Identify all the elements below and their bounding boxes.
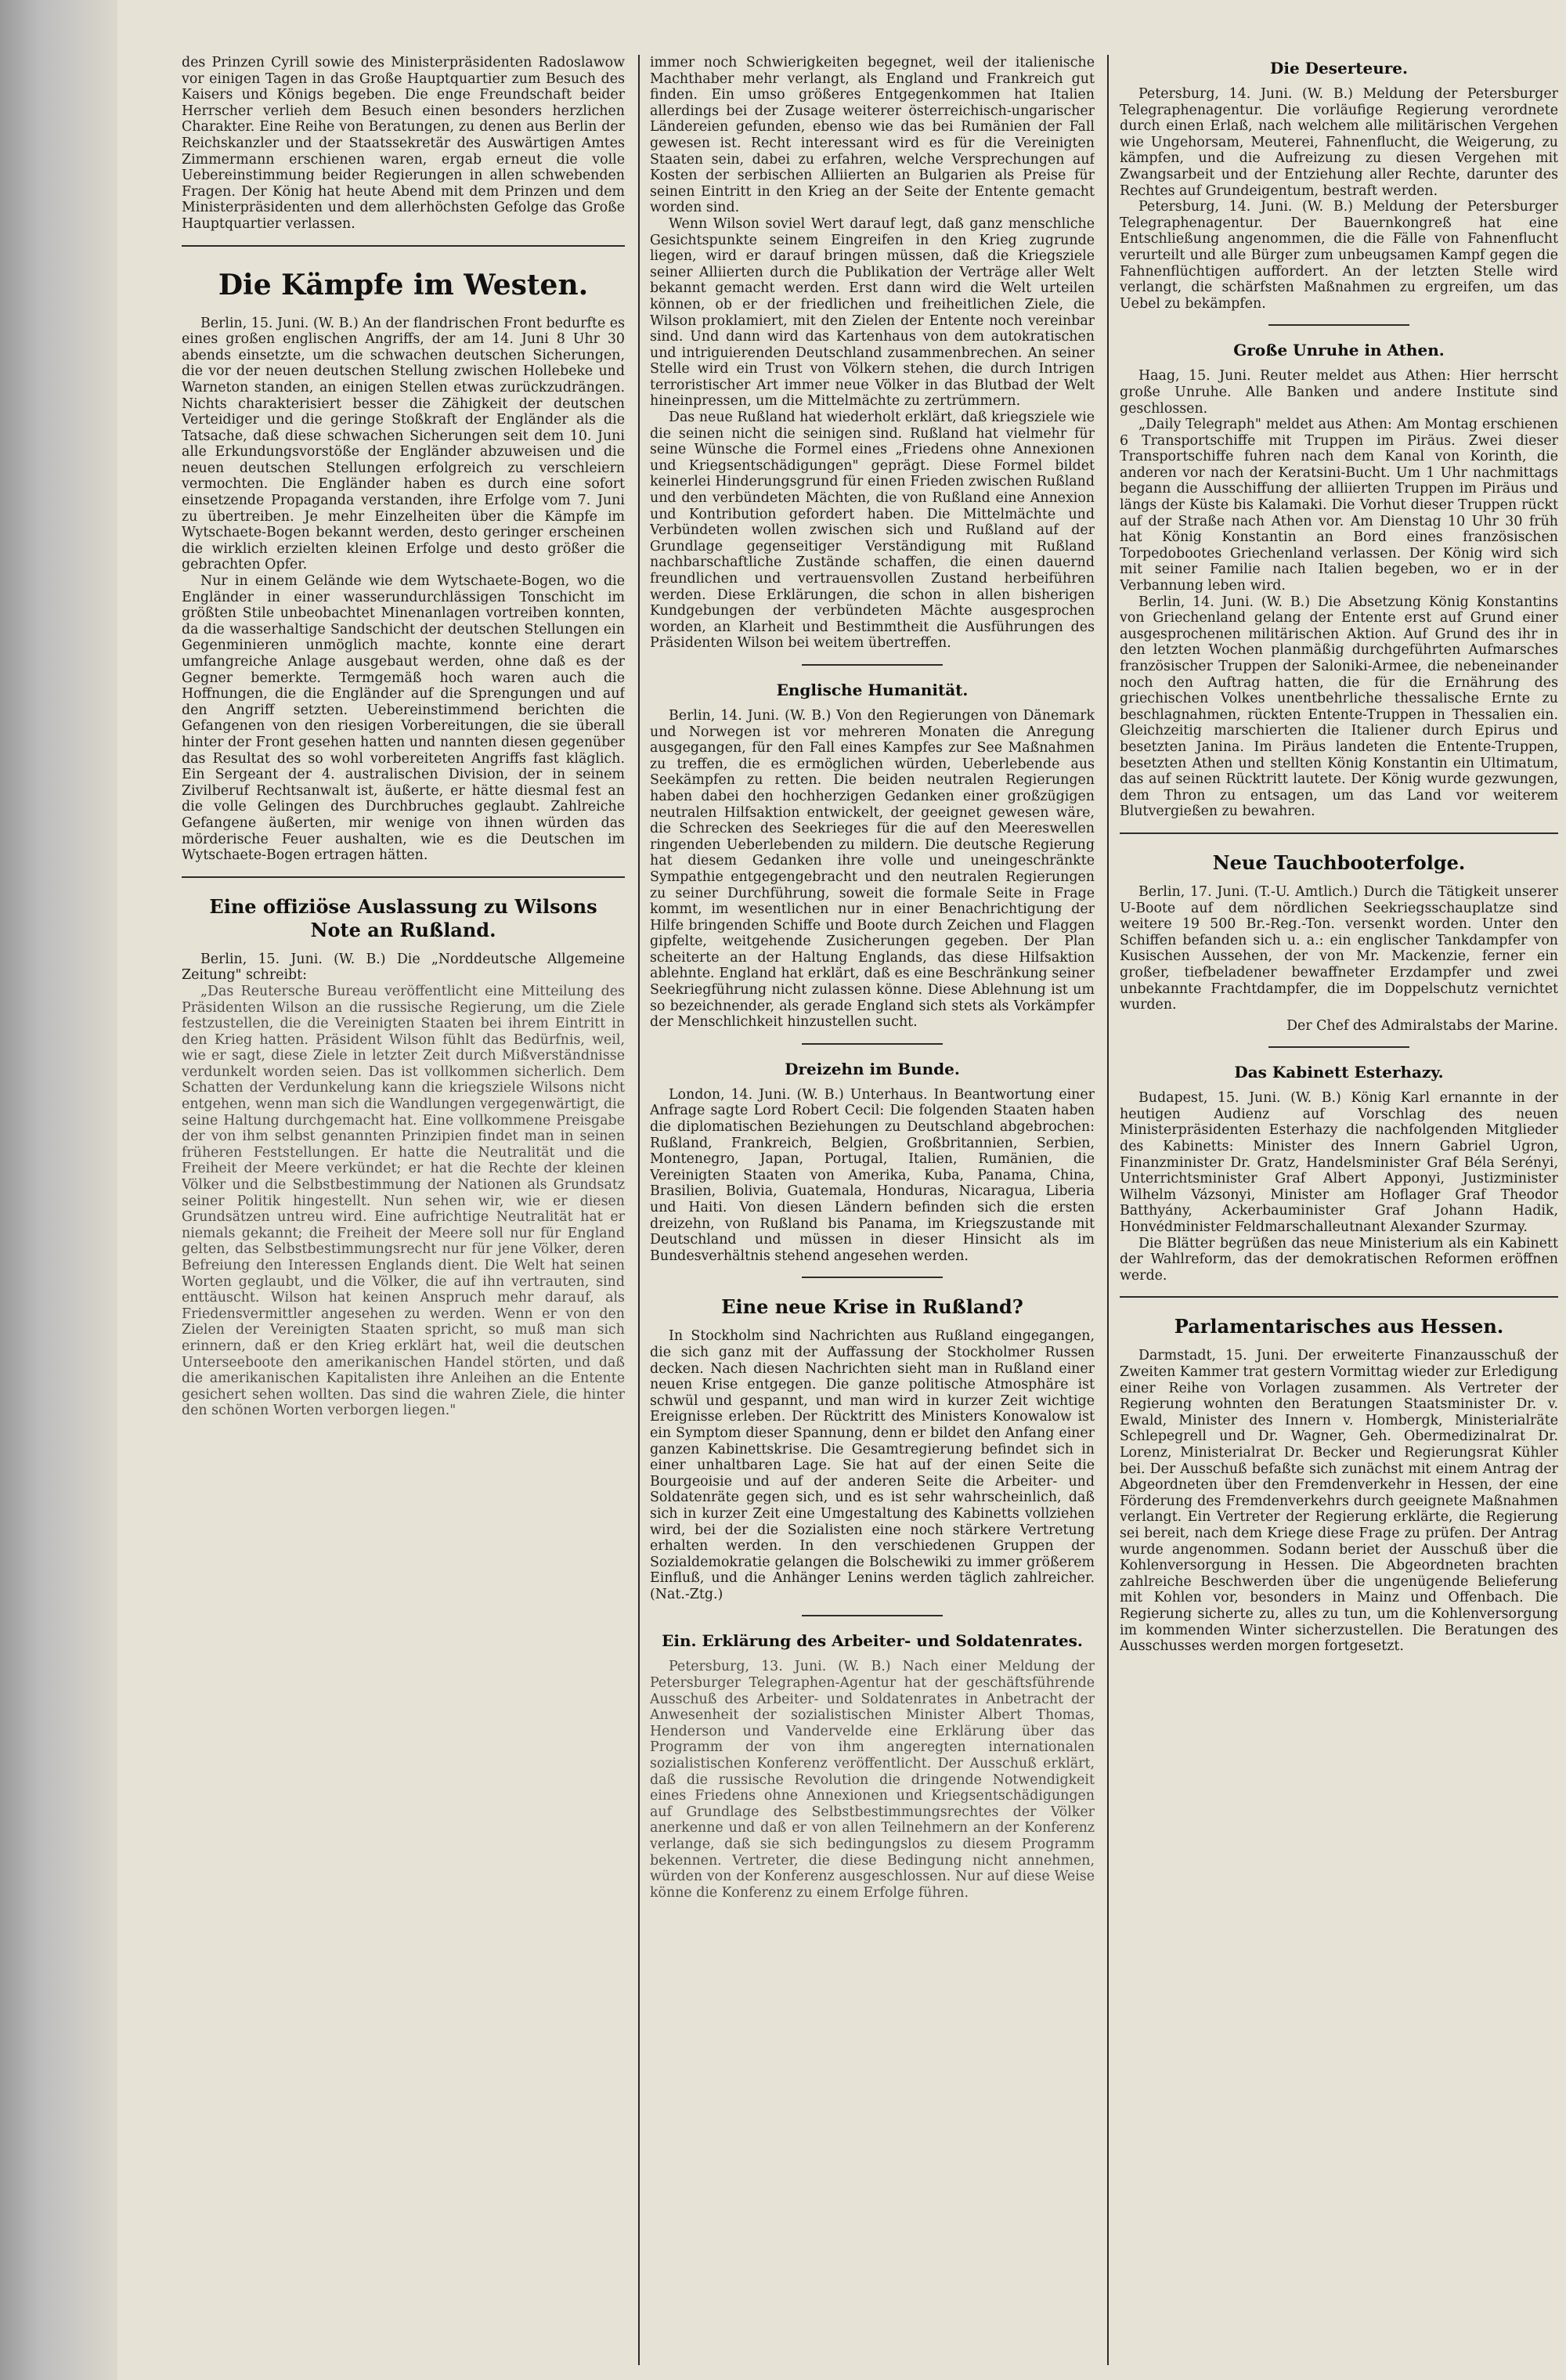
headline-arbeiter-soldatenrat: Ein. Erklärung des Arbeiter- und Soldatenrates. [662,1631,1083,1651]
column-divider [1107,55,1109,2365]
paragraph: immer noch Schwierigkeiten begegnet, weil der italienische Machthaber mehr verlangt, als England und Frankreich gut finden. Ein umso größeres Entgegenkommen hat Italien allerdings bei der Zusage weiterer österreichisch-ungarischer Ländereien gefunden, ebenso wie das bei Rumänien der Fall gewesen ist. Recht interessant wird es für die Vereinigten Staaten sein, dabei zu erfahren, welche Versprechungen auf Kosten der serbischen Alliierten an Bulgarien als Preise für seinen Eintritt in den Krieg an der Seite der Entente gemacht worden sind. [650,55,1095,216]
column-2 [650,55,1095,2365]
paragraph: Petersburg, 14. Juni. (W. B.) Meldung der Petersburger Telegraphenagentur. Die vorläufige Regierung verordnete durch einen Erlaß, nach welchem alle militärischen Vergehen wie Ungehorsam, Meuterei, Fahnenflucht, die Weigerung, zu kämpfen, und die Aufreizung zu diesen Vergehen mit Zwangsarbeit und der Entziehung aller Rechte, darunter des Rechtes auf Grundeigentum, bestraft werden. [1120,86,1558,199]
divider [1120,832,1558,834]
article-intro: des Prinzen Cyrill sowie des Ministerpräsidenten Radoslawow vor einigen Tagen in das Große Hauptquartier zum Besuch des Kaisers und Königs begeben. Die enge Freundschaft beider Herrscher verlieh dem Besuch einen besonders herzlichen Charakter. Eine Reihe von Beratungen, zu denen aus Berlin der Reichskanzler und der Staatssekretär des Auswärtigen Amtes Zimmermann erschienen waren, ergab erneut die volle Uebereinstimmung beider Regierungen in allen schwebenden Fragen. Der König hat heute Abend mit dem Prinzen und dem Ministerpräsidenten und dem allerhöchsten Gefolge das Große Hauptquartier verlassen. [182,55,625,232]
paragraph: London, 14. Juni. (W. B.) Unterhaus. In Beantwortung einer Anfrage sagte Lord Robert Cecil: Die folgenden Staaten haben die diplomatischen Beziehungen zu Deutschland abgebrochen: Rußland, Frankreich, Belgien, Großbritannien, Serbien, Montenegro, Japan, Portugal, Italien, Rumänien, die Vereinigten Staaten von Amerika, Kuba, Panama, China, Brasilien, Bolivia, Guatemala, Honduras, Nicaragua, Liberia und Haiti. Von diesen Ländern befinden sich die ersten dreizehn, von Rußland bis Panama, im Kriegszustande mit Deutschland und müssen in dieser Hinsicht als im Bundesverhältnis stehend angesehen werden. [650,1086,1095,1264]
paragraph: Das neue Rußland hat wiederholt erklärt, daß kriegsziele wie die seinen nicht die seinigen sind. Rußland hat vielmehr für seine Wünsche die Formel eines „Friedens ohne Annexionen und Kriegsentschädigungen" geprägt. Diese Formel bildet keinerlei Hinderungsgrund für einen Frieden zwischen Rußland und den verbündeten Mächten, die von Rußland eine Annexion und Kontribution gefordert haben. Die Mittelmächte und Verbündeten wollen zwischen sich und Rußland auf der Grundlage gegenseitiger Verständigung mit Rußland nachbarschaftliche Zustände schaffen, die einen dauernd freundlichen und vertrauensvollen Zustand herbeiführen werden. Diese Erklärungen, die schon in allen bisherigen Kundgebungen der verbündeten Mächte ausgesprochen worden, an Klarheit und Bestimmtheit die Ausführungen des Präsidenten Wilson bei weitem übertreffen. [650,410,1095,652]
column-3 [1120,55,1558,2365]
divider [802,1615,943,1616]
headline-wilson-note: Eine offiziöse Auslassung zu Wilsons Note an Rußland. [209,894,597,941]
headline-dreizehn-im-bunde: Dreizehn im Bunde. [785,1059,960,1078]
headline-tauchbooterfolge: Neue Tauchbooterfolge. [1212,851,1466,874]
paragraph: Berlin, 14. Juni. (W. B.) Von den Regierungen von Dänemark und Norwegen ist vor mehreren Monaten die Anregung ausgegangen, für den Fall eines Kampfes zur See Maßnahmen zu treffen, die es ermöglichen würden, Ueberlebende aus Seekämpfen zu retten. Die beiden neutralen Regierungen haben dabei den hochherzigen Gedanken einer großzügigen neutralen Hilfsaktion entwickelt, der geeignet gewesen wäre, die Schrecken des Seekrieges für die auf den Meereswellen ringenden Ueberlebenden zu mildern. Die deutsche Regierung hat diesem Gedanken ihre volle und uneingeschränkte Sympathie entgegengebracht und den neutralen Regierungen zu seiner Durchführung, soweit die formale Seite in Frage kommt, im wesentlichen nur in einer Benachrichtigung der Hilfe bringenden Schiffe und Boote durch Zeichen und Flaggen gipfelte, weitgehende Zusicherungen gegeben. Der Plan scheiterte an der Haltung Englands, das diese Hilfsaktion ablehnte. England hat erklärt, daß es eine Beschränkung seiner Seekriegführung nicht zulassen könne. Diese Ablehnung ist um so bezeichnender, als gerade England sich stets als Vorkämpfer der Menschlichkeit hinzustellen sucht. [650,707,1095,1031]
paragraph: Berlin, 15. Juni. (W. B.) An der flandrischen Front bedurfte es eines großen englischen Angriffs, der am 14. Juni 8 Uhr 30 abends einsetzte, um die schwachen deutschen Sicherungen, die vor der neuen deutschen Stellung zwischen Hollebeke und Warneton standen, an einigen Stellen etwas zurückzudrängen. Nichts charakterisiert besser die Zähigkeit der deutschen Verteidiger und die geringe Stoßkraft der Engländer als die Tatsache, daß diese schwachen Sicherungen seit dem 10. Juni alle Erkundungsvorstöße der Engländer abzuweisen und die neuen deutschen Stellungen erfolgreich zu verschleiern vermochten. Die Engländer haben es durch eine sofort einsetzende Propaganda verstanden, ihre Erfolge vom 7. Juni zu übertreiben. Je mehr Einzelheiten über die Kämpfe im Wytschaete-Bogen bekannt werden, desto geringer erscheinen die wirklich erzielten kleinen Erfolge und desto größer die gebrachten Opfer. [182,315,625,573]
paragraph: Wenn Wilson soviel Wert darauf legt, daß ganz menschliche Gesichtspunkte seinem Eingreifen in den Krieg zugrunde liegen, wird er darauf bringen müssen, daß die Kriegsziele seiner Alliierten durch die Publikation der Verträge aller Welt bekannt gemacht werden. Erst dann wird die Welt urteilen können, ob er der friedlichen und freiheitlichen Ziele, die Wilson proklamiert, mit den Zielen der Entente noch vereinbar sind. Und dann wird das Kartenhaus von dem autokratischen und intriguierenden Deutschland zusammenbrechen. An seiner Stelle wird ein Trust von Völkern stehen, die durch Intrigen terroristischer Art immer neue Völker in das Blutbad der Welt hineinpressen, um die Mittelmächte zu zertrümmern. [650,215,1095,410]
headline-krise-russland: Eine neue Krise in Rußland? [721,1295,1023,1319]
scan-border [0,0,117,2380]
headline-englische-humanitaet: Englische Humanität. [776,680,969,699]
column-divider [638,55,640,2365]
paragraph: Berlin, 14. Juni. (W. B.) Die Absetzung König Konstantins von Griechenland gelang der Entente erst auf Grund einer ausgesprochenen militärischen Aktion. Auf Grund des ihr in den letzten Wochen planmäßig durchgeführten Aufmarsches französischer Truppen der Saloniki-Armee, die nebeneinander noch den Auftrag hatten, die für die Ernährung des griechischen Volkes unentbehrliche thessalische Ernte zu beschlagnahmen, rückten Entente-Truppen in Thessalien ein. Gleichzeitig marschierten die Italiener durch Epirus und besetzten Janina. Im Piräus landeten die Entente-Truppen, besetzten Athen und stellten König Konstantin ein Ultimatum, das auf seinen Rücktritt lautete. Der König wurde gezwungen, dem Thron zu entsagen, um das Land vor weiterem Blutvergießen zu bewahren. [1120,594,1558,820]
divider [1120,1296,1558,1298]
headline-kaempfe-westen: Die Kämpfe im Westen. [218,268,589,302]
paragraph: Berlin, 17. Juni. (T.-U. Amtlich.) Durch die Tätigkeit unserer U-Boote auf dem nördlichen Seekriegsschauplatze sind weitere 19 500 Br.-Reg.-Ton. versenkt worden. Unter den Schiffen befanden sich u. a.: ein englischer Tankdampfer von Kusischen Aussehen, der von Mr. Mackenzie, ferner ein großer, tiefbeladener bewaffneter Erzdampfer und zwei unbekannte Frachtdampfer, die im Doppelschutz vernichtet wurden. [1120,883,1558,1013]
headline-parlamentarisches-hessen: Parlamentarisches aus Hessen. [1174,1315,1504,1338]
divider [802,1277,943,1278]
paragraph: Petersburg, 13. Juni. (W. B.) Nach einer Meldung der Petersburger Telegraphen-Agentur hat der geschäftsführende Ausschuß des Arbeiter- und Soldatenrates in Anbetracht der Anwesenheit der sozialistischen Minister Albert Thomas, Henderson und Vandervelde eine Erklärung über das Programm der von ihm angeregten internationalen sozialistischen Konferenz veröffentlicht. Der Ausschuß erklärt, daß die russische Revolution die dringende Notwendigkeit eines Friedens ohne Annexionen und Kriegsentschädigungen auf Grundlage des Selbstbestimmungsrechtes der Völker anerkenne und daß er von allen Teilnehmern an der Konferenz verlange, daß sie sich bedingungslos zu diesem Programm bekennen. Vertreter, die diese Bedingung nicht annehmen, würden von der Konferenz ausgeschlossen. Nur auf diese Weise könne die Konferenz zu einem Erfolge führen. [650,1659,1095,1901]
signature: Der Chef des Admiralstabs der Marine. [1286,1017,1558,1034]
divider [182,245,625,247]
paragraph: Berlin, 15. Juni. (W. B.) Die „Norddeutsche Allgemeine Zeitung" schreibt: [182,951,625,984]
divider [802,664,943,666]
divider [802,1043,943,1045]
paragraph: Haag, 15. Juni. Reuter meldet aus Athen: Hier herrscht große Unruhe. Alle Banken und andere Institute sind geschlossen. [1120,368,1558,417]
paragraph: Budapest, 15. Juni. (W. B.) König Karl ernannte in der heutigen Audienz auf Vorschlag des neuen Ministerpräsidenten Esterhazy die nachfolgenden Mitglieder des Kabinetts: Minister des Innern Gabriel Ugron, Finanzminister Dr. Gratz, Handelsminister Graf Béla Serényi, Unterrichtsminister Graf Albert Apponyi, Justizminister Wilhelm Vázsonyi, Minister am Hoflager Graf Theodor Batthyány, Ackerbauminister Graf Johann Hadik, Honvédminister Feldmarschalleutnant Alexander Szurmay. [1120,1090,1558,1236]
headline-unruhe-athen: Große Unruhe in Athen. [1233,341,1445,360]
column-1 [182,55,625,2365]
divider [1268,324,1409,326]
headline-kabinett-esterhazy: Das Kabinett Esterhazy. [1234,1063,1444,1082]
paragraph: Die Blätter begrüßen das neue Ministerium als ein Kabinett der Wahlreform, das der demokratischen Reformen eröffnen werde. [1120,1235,1558,1284]
paragraph: „Daily Telegraph" meldet aus Athen: Am Montag erschienen 6 Transportschiffe mit Truppen im Piräus. Zwei dieser Transportschiffe fuhren nach dem Kanal von Korinth, die anderen vor nach der Keratsini-Bucht. Um 1 Uhr nachmittags begann die Ausschiffung der alliierten Truppen im Piräus und längs der Küste bis Kalamaki. Die Vorhut dieser Truppen rückt auf der Straße nach Athen vor. Am Dienstag 10 Uhr 30 früh hat König Konstantin an Bord eines französischen Torpedobootes Griechenland verlassen. Der König wird sich mit seiner Familie nach Italien begeben, wo er in der Verbannung leben wird. [1120,417,1558,594]
divider [182,876,625,878]
paragraph: In Stockholm sind Nachrichten aus Rußland eingegangen, die sich ganz mit der Auffassung der Stockholmer Russen decken. Nach diesen Nachrichten sieht man in Rußland einer neuen Krise entgegen. Die ganze politische Atmosphäre ist schwül und gespannt, und man wird in kurzer Zeit wichtige Ereignisse erleben. Der Rücktritt des Ministers Konowalow ist ein Symptom dieser Spannung, denn er bildet den Anfang einer ganzen Kabinettskrise. Die Gesamtregierung befindet sich in einer unhaltbaren Lage. Sie hat auf der einen Seite die Bourgeoisie und auf der anderen Seite die Arbeiter- und Soldatenräte gegen sich, und es ist sehr wahrscheinlich, daß sich in kurzer Zeit eine Umgestaltung des Kabinetts vollziehen wird, bei der die Sozialisten eine noch stärkere Vertretung erhalten werden. In den verschiedenen Gruppen der Sozialdemokratie gelangen die Bolschewiki zu immer größerem Einfluß, und die Anhänger Lenins werden täglich zahlreicher. (Nat.-Ztg.) [650,1328,1095,1602]
paragraph: Darmstadt, 15. Juni. Der erweiterte Finanzausschuß der Zweiten Kammer trat gestern Vormittag wieder zur Erledigung einer Reihe von Vorlagen zusammen. Als Vertreter der Regierung wohnten den Beratungen Staatsminister Dr. v. Ewald, Minister des Innern v. Hombergk, Ministerialräte Schlepegrell und Dr. Wagner, Geh. Obermedizinalrat Dr. Lorenz, Ministerialrat Dr. Becker und Regierungsrat Kühler bei. Der Ausschuß befaßte sich zunächst mit einem Antrag der Abgeordneten über den Fremdenverkehr in Hessen, der eine Förderung des Fremdenverkehrs durch geeignete Maßnahmen verlangt. Ein Vertreter der Regierung erklärte, die Regierung sei bereit, nach dem Kriege diese Frage zu prüfen. Der Antrag wurde angenommen. Sodann beriet der Ausschuß über die Kohlenversorgung in Hessen. Die Abgeordneten brachten zahlreiche Beschwerden über die ungenügende Belieferung mit Kohlen vor, besonders in Mainz und Offenbach. Die Regierung sicherte zu, alles zu tun, um die Kohlenversorgung im kommenden Winter sicherzustellen. Die Beratungen des Ausschusses werden morgen fortgesetzt. [1120,1348,1558,1655]
headline-deserteure: Die Deserteure. [1270,59,1408,78]
paragraph: Nur in einem Gelände wie dem Wytschaete-Bogen, wo die Engländer in einer wasserundurchlässigen Tonschicht im größten Stile unbeobachtet Minenanlagen vortreiben konnten, da die wasserhaltige Sandschicht der deutschen Stellungen ein Gegenminieren unmöglich machte, konnte eine derart umfangreiche Anlage ausgebaut werden, ohne daß es der Gegner bemerkte. Termgemäß hoch waren auch die Hoffnungen, die die Engländer auf die Sprengungen und auf den Angriff setzten. Uebereinstimmend berichten die Gefangenen von den riesigen Vorbereitungen, die sie überall hinter der Front gesehen hatten und nannten diesen gegenüber das Resultat des so wohl vorbereiteten Angriffs fast kläglich. Ein Sergeant der 4. australischen Division, der in seinem Zivilberuf Rechtsanwalt ist, äußerte, er hätte diesmal fest an die volle Gelingen des Durchbruches geglaubt. Zahlreiche Gefangene äußerten, mir wenige von ihnen würden das mörderische Feuer aushalten, wie es die Deutschen im Wytschaete-Bogen ertragen hätten. [182,573,625,864]
divider [1268,1046,1409,1048]
paragraph: Petersburg, 14. Juni. (W. B.) Meldung der Petersburger Telegraphenagentur. Der Bauernkongreß hat eine Entschließung angenommen, die die Fälle von Fahnenflucht verurteilt und alle Bürger zum unbeugsamen Kampf gegen die Fahnenflüchtigen auffordert. An der letzten Stelle wird verlangt, die schärfsten Maßnahmen zu ergreifen, um das Uebel zu bekämpfen. [1120,199,1558,312]
paragraph: „Das Reutersche Bureau veröffentlicht eine Mitteilung des Präsidenten Wilson an die russische Regierung, um die Ziele festzustellen, die die Vereinigten Staaten bei ihrem Eintritt in den Krieg hatten. Präsident Wilson fühlt das Bedürfnis, weil, wie er sagt, diese Ziele in letzter Zeit durch Mißverständnisse verdunkelt worden seien. Das ist vollkommen sicherlich. Dem Schatten der Verdunkelung kann die kriegsziele Wilsons nicht entgehen, wenn man sich die Wandlungen vergegenwärtigt, die seine Haltung durchgemacht hat. Eine vollkommene Preisgabe der von ihm selbst genannten Prinzipien findet man in seinen früheren Feststellungen. Er hatte die Neutralität und die Freiheit der Meere verkündet; er hat die Rechte der kleinen Völker und die Selbstbestimmung der Nationen als Grundsatz seiner Politik hingestellt. Nun sehen wir, wie er diesen Grundsätzen untreu wird. Eine aufrichtige Neutralität hat er niemals gekannt; die Freiheit der Meere soll nur für England gelten, das Selbstbestimmungsrecht nur für jene Völker, deren Befreiung den Interessen Englands dient. Die Welt hat seinen Worten geglaubt, und die Völker, die auf ihn vertrauten, sind enttäuscht. Wilson hat keinen Anspruch mehr darauf, als Friedensvermittler angesehen zu werden. Wenn er von den Zielen der Vereinigten Staaten spricht, so muß man sich erinnern, daß er den Krieg erklärt hat, weil die deutschen Unterseeboote den amerikanischen Handel störten, und daß die amerikanischen Kapitalisten ihre Anleihen an die Entente gesichert sehen wollten. Das sind die wahren Ziele, die hinter den schönen Worten verborgen liegen." [182,983,625,1419]
